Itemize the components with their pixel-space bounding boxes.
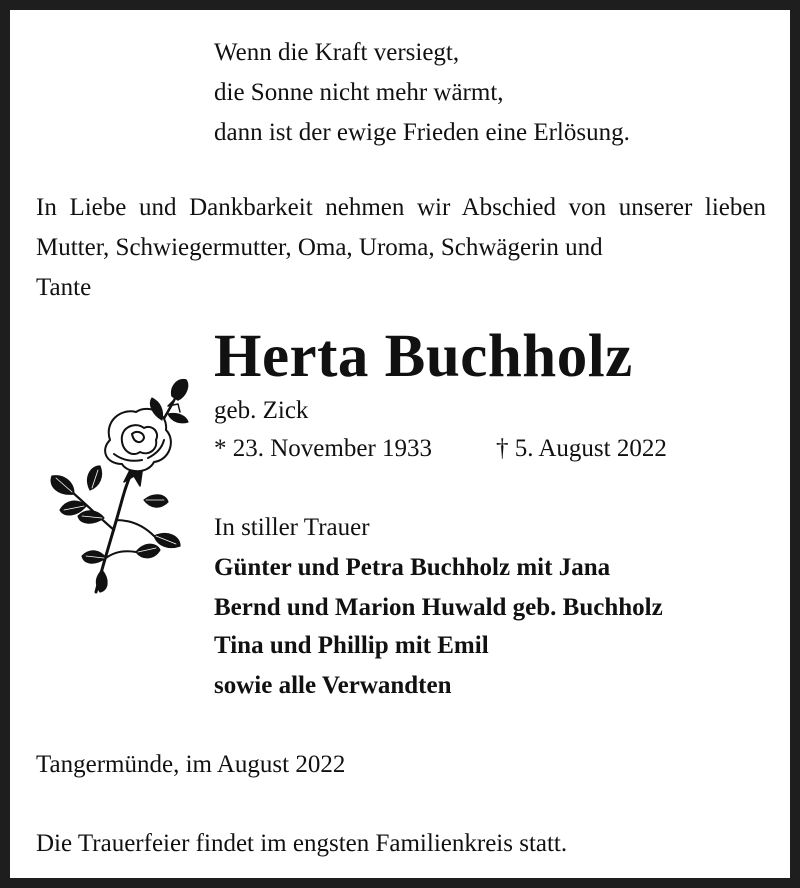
intro-text: In Liebe und Dankbarkeit nehmen wir Abschied von unserer lieben Mutter, Schwiegermutter, Oma, Uroma, Schwägerin und (36, 194, 766, 261)
life-dates (214, 434, 432, 464)
intro-paragraph (36, 188, 766, 308)
deceased-name: Herta Buchholz (214, 323, 633, 390)
mourner-line-1: Günter und Petra Buchholz mit Jana (214, 554, 611, 581)
death-date: † 5. August 2022 (496, 435, 667, 462)
birth-date: * 23. November 1933 (214, 435, 433, 462)
poem-line-2: die Sonne nicht mehr wärmt, (214, 79, 504, 106)
poem-line-1: Wenn die Kraft versiegt, (214, 39, 460, 66)
mourner-line-4: sowie alle Verwandten (214, 672, 452, 699)
maiden-name: geb. Zick (214, 397, 309, 424)
ceremony-note: Die Trauerfeier findet im engsten Familienkreis statt. (36, 830, 568, 857)
poem-line-3: dann ist der ewige Frieden eine Erlösung. (214, 119, 630, 146)
intro-last-line: Tante (36, 274, 92, 301)
mourners-heading: In stiller Trauer (214, 514, 370, 541)
mourner-line-2: Bernd und Marion Huwald geb. Buchholz (214, 594, 663, 621)
mourner-line-3: Tina und Phillip mit Emil (214, 632, 489, 659)
rose-icon (44, 370, 194, 600)
place-date: Tangermünde, im August 2022 (36, 751, 346, 778)
